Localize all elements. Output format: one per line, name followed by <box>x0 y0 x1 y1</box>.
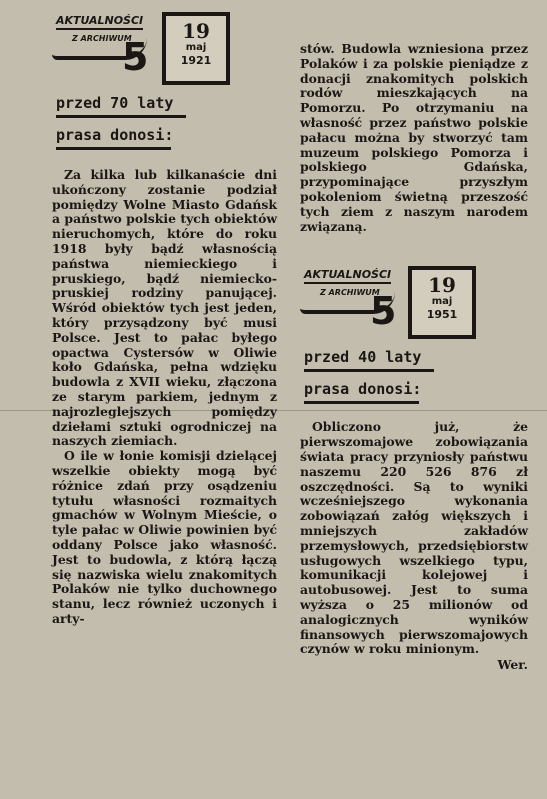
logo-subtitle: Z ARCHIWUM <box>72 34 132 43</box>
label-rule <box>304 369 434 372</box>
date-box <box>162 12 230 85</box>
logo-subtitle: Z ARCHIWUM <box>320 288 380 298</box>
left-column <box>52 12 277 627</box>
date-box <box>408 266 476 339</box>
date-year: 1921 <box>180 54 212 67</box>
logo-number: 5 <box>370 289 397 334</box>
author-signature: Wer. <box>497 657 528 673</box>
years-ago-label: przed 40 laty <box>304 348 422 367</box>
date-day: 19 <box>428 273 456 298</box>
right-column <box>300 42 528 672</box>
section-header <box>52 12 277 90</box>
date-month: maj <box>185 42 207 53</box>
press-reports-label: prasa donosi: <box>304 380 422 399</box>
article-paragraph: O ile w łonie komisji dzielącej wszelkie obiekty mogą być różnice zdań przy osądzeniu tytułu własności rozmaitych gmachów w Wolnym Mieście, o tyle pałac w Oliwie powinien być oddany Polsce jako własność. Jest to budowla, z którą łączą się nazwiska wielu znakomitych Polaków nie tylko duchownego stanu, lecz również uczonych i arty- <box>52 448 277 626</box>
logo-title: AKTUALNOŚCI <box>56 14 143 30</box>
date-month: maj <box>431 296 453 308</box>
aktualnosci-logo <box>52 12 152 82</box>
logo-number: 5 <box>122 35 149 79</box>
years-ago-label: przed 70 laty <box>56 94 174 112</box>
article-paragraph: Obliczono już, że pierwszomajowe zobowiązania świata pracy przyniosły państwu naszemu 220 526 876 zł oszczędności. Są to wyniki wcześniejszego wykonania zobowiązań załóg większych i mniejszych zakładów przemysłowych, przedsiębiorstw usługowych wszelkiego typu, komunikacji kolejowej i autobusowej. Jest to suma wyższa o 25 milionów od analogicznych wyników finansowych pierwszomajowych czynów w roku minionym. <box>300 419 528 657</box>
article-paragraph-continued: stów. Budowla wzniesiona przez Polaków i za polskie pieniądze z donacji znakomitych polskich rodów mieszkających na Pomorzu. Po otrzymaniu na własność przez państwo polskie pałacu można by stworzyć tam muzeum polskiego Pomorza i polskiego Gdańska, przypominające przyszłym pokoleniom świetną przeszość tych ziem z naszym narodem związaną. <box>300 41 528 234</box>
aktualnosci-logo <box>300 266 400 336</box>
logo-title: AKTUALNOŚCI <box>304 268 391 284</box>
label-rule <box>56 115 186 118</box>
date-day: 19 <box>182 19 210 43</box>
section-header <box>300 266 528 344</box>
date-year: 1951 <box>426 308 458 322</box>
article-paragraph: Za kilka lub kilkanaście dni ukończony zostanie podział pomiędzy Wolne Miasto Gdańsk a państwo polskie tych obiektów nieruchomych, które do roku 1918 były bądź własnością państwa niemieckiego i pruskiego, bądź niemiecko-pruskiej rodziny panującej. Wśród obiektów tych jest jeden, który przysądzony być musi Polsce. Jest to pałac byłego opactwa Cystersów w Oliwie koło Gdańska, pełna wdzięku budowla z XVII wieku, złączona ze starym parkiem, jednym z najrozleglejszych pomiędzy dziełami sztuki ogrodniczej na naszych ziemiach. <box>52 167 277 449</box>
press-reports-label: prasa donosi: <box>56 126 174 144</box>
